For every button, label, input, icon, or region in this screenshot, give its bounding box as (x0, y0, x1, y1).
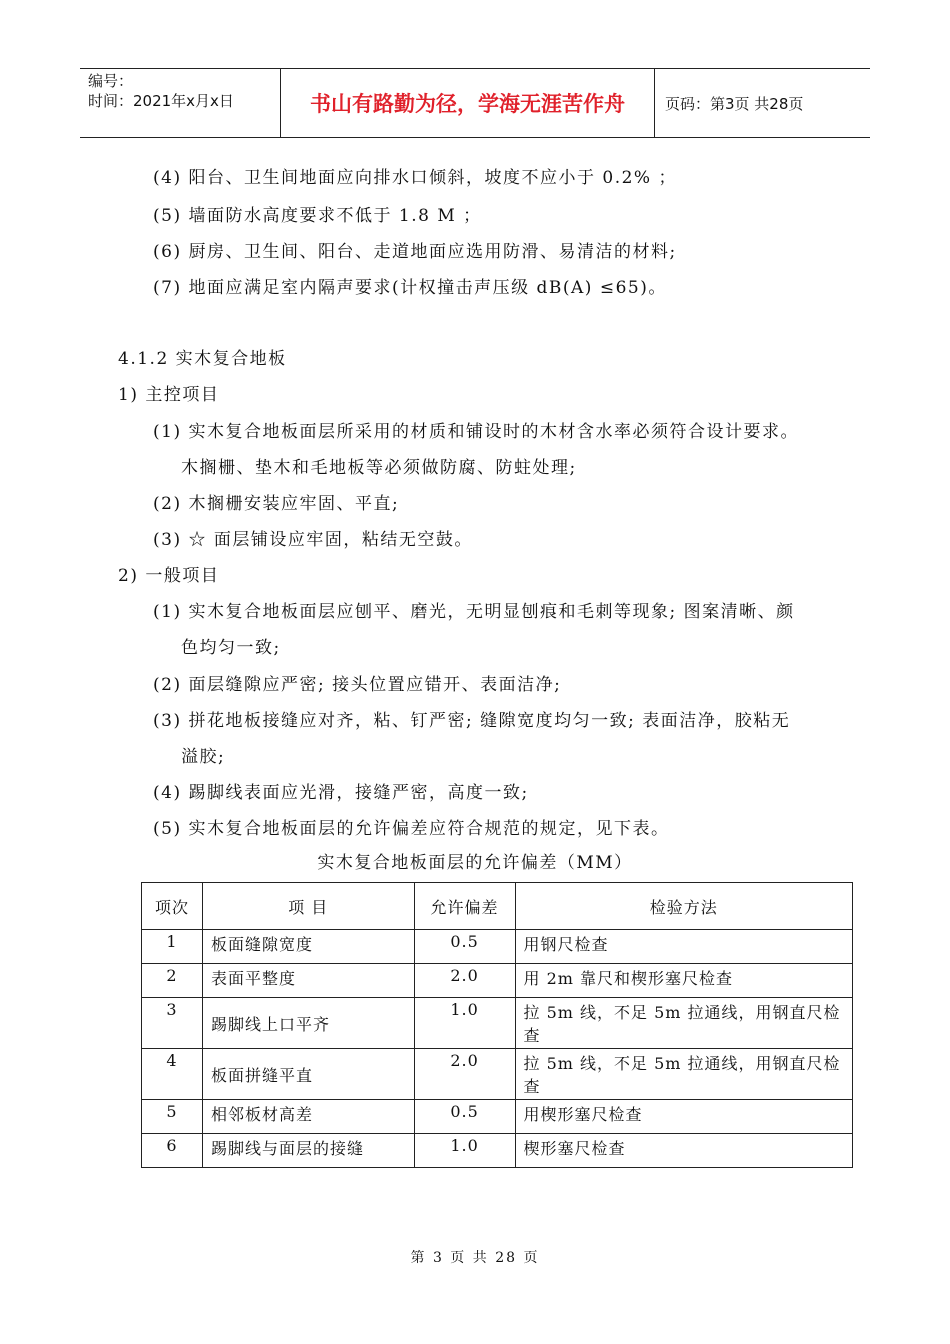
row-item: 踢脚线上口平齐 (202, 998, 414, 1049)
row-tolerance: 1.0 (414, 1134, 515, 1168)
section-heading: 4.1.2 实木复合地板 (118, 349, 287, 369)
row-item: 相邻板材高差 (202, 1100, 414, 1134)
main-item-1: (1) 实木复合地板面层所采用的材质和铺设时的木材含水率必须符合设计要求。 (153, 422, 799, 442)
table-row (142, 1100, 853, 1134)
table-row (142, 1134, 853, 1168)
table-header-row (142, 883, 853, 930)
subsection-general: 2) 一般项目 (118, 566, 220, 586)
general-item-4: (4) 踢脚线表面应光滑，接缝严密，高度一致; (153, 783, 529, 803)
row-index: 1 (142, 930, 203, 964)
subsection-main-control: 1) 主控项目 (118, 385, 220, 405)
header-meta (80, 69, 281, 137)
table-row (142, 1049, 853, 1100)
row-index: 6 (142, 1134, 203, 1168)
general-item-5: (5) 实木复合地板面层的允许偏差应符合规范的规定，见下表。 (153, 819, 670, 839)
row-method: 拉 5m 线，不足 5m 拉通线，用钢直尺检查 (515, 1049, 853, 1100)
row-method: 用钢尺检查 (515, 930, 853, 964)
main-item-2: (2) 木搁栅安装应牢固、平直; (153, 494, 400, 514)
row-tolerance: 2.0 (414, 964, 515, 998)
header-index: 项次 (142, 883, 203, 930)
row-tolerance: 2.0 (414, 1049, 515, 1100)
clause-5: (5) 墙面防水高度要求不低于 1.8 M ； (153, 206, 482, 226)
row-method: 拉 5m 线，不足 5m 拉通线，用钢直尺检查 (515, 998, 853, 1049)
clause-7: (7) 地面应满足室内隔声要求(计权撞击声压级 dB(A) ≤65)。 (153, 278, 667, 298)
row-tolerance: 0.5 (414, 1100, 515, 1134)
general-item-3: (3) 拼花地板接缝应对齐，粘、钉严密; 缝隙宽度均匀一致; 表面洁净，胶粘无 (153, 711, 791, 731)
general-item-3-cont: 溢胶; (181, 747, 226, 767)
general-item-1: (1) 实木复合地板面层应刨平、磨光，无明显刨痕和毛刺等现象; 图案清晰、颜 (153, 602, 795, 622)
row-tolerance: 0.5 (414, 930, 515, 964)
row-tolerance: 1.0 (414, 998, 515, 1049)
page-header (80, 68, 870, 138)
row-item: 踢脚线与面层的接缝 (202, 1134, 414, 1168)
header-tolerance: 允许偏差 (414, 883, 515, 930)
page-footer: 第 3 页 共 28 页 (410, 1250, 540, 1266)
table-caption: 实木复合地板面层的允许偏差（MM） (317, 853, 633, 873)
tolerance-table (141, 882, 853, 1168)
row-item: 表面平整度 (202, 964, 414, 998)
number-label: 编号： (88, 72, 134, 90)
row-index: 3 (142, 998, 203, 1049)
table-row (142, 998, 853, 1049)
general-item-2: (2) 面层缝隙应严密; 接头位置应错开、表面洁净; (153, 675, 562, 695)
header-page-info: 页码：第3页 共28页 (665, 94, 804, 113)
header-motto: 书山有路勤为径，学海无涯苦作舟 (281, 69, 655, 137)
header-item: 项 目 (202, 883, 414, 930)
main-item-3: (3) ☆ 面层铺设应牢固，粘结无空鼓。 (153, 530, 473, 550)
time-label: 时间：2021年x月x日 (88, 92, 234, 110)
row-method: 用楔形塞尺检查 (515, 1100, 853, 1134)
row-index: 5 (142, 1100, 203, 1134)
general-item-1-cont: 色均匀一致; (181, 638, 281, 658)
row-index: 4 (142, 1049, 203, 1100)
row-index: 2 (142, 964, 203, 998)
row-method: 用 2m 靠尺和楔形塞尺检查 (515, 964, 853, 998)
clause-4: (4) 阳台、卫生间地面应向排水口倾斜，坡度不应小于 0.2% ； (153, 168, 677, 188)
table-row (142, 964, 853, 998)
table-row (142, 930, 853, 964)
main-item-1-cont: 木搁栅、垫木和毛地板等必须做防腐、防蛀处理; (181, 458, 577, 478)
row-item: 板面缝隙宽度 (202, 930, 414, 964)
header-method: 检验方法 (515, 883, 853, 930)
clause-6: (6) 厨房、卫生间、阳台、走道地面应选用防滑、易清洁的材料; (153, 242, 677, 262)
row-item: 板面拼缝平直 (202, 1049, 414, 1100)
row-method: 楔形塞尺检查 (515, 1134, 853, 1168)
